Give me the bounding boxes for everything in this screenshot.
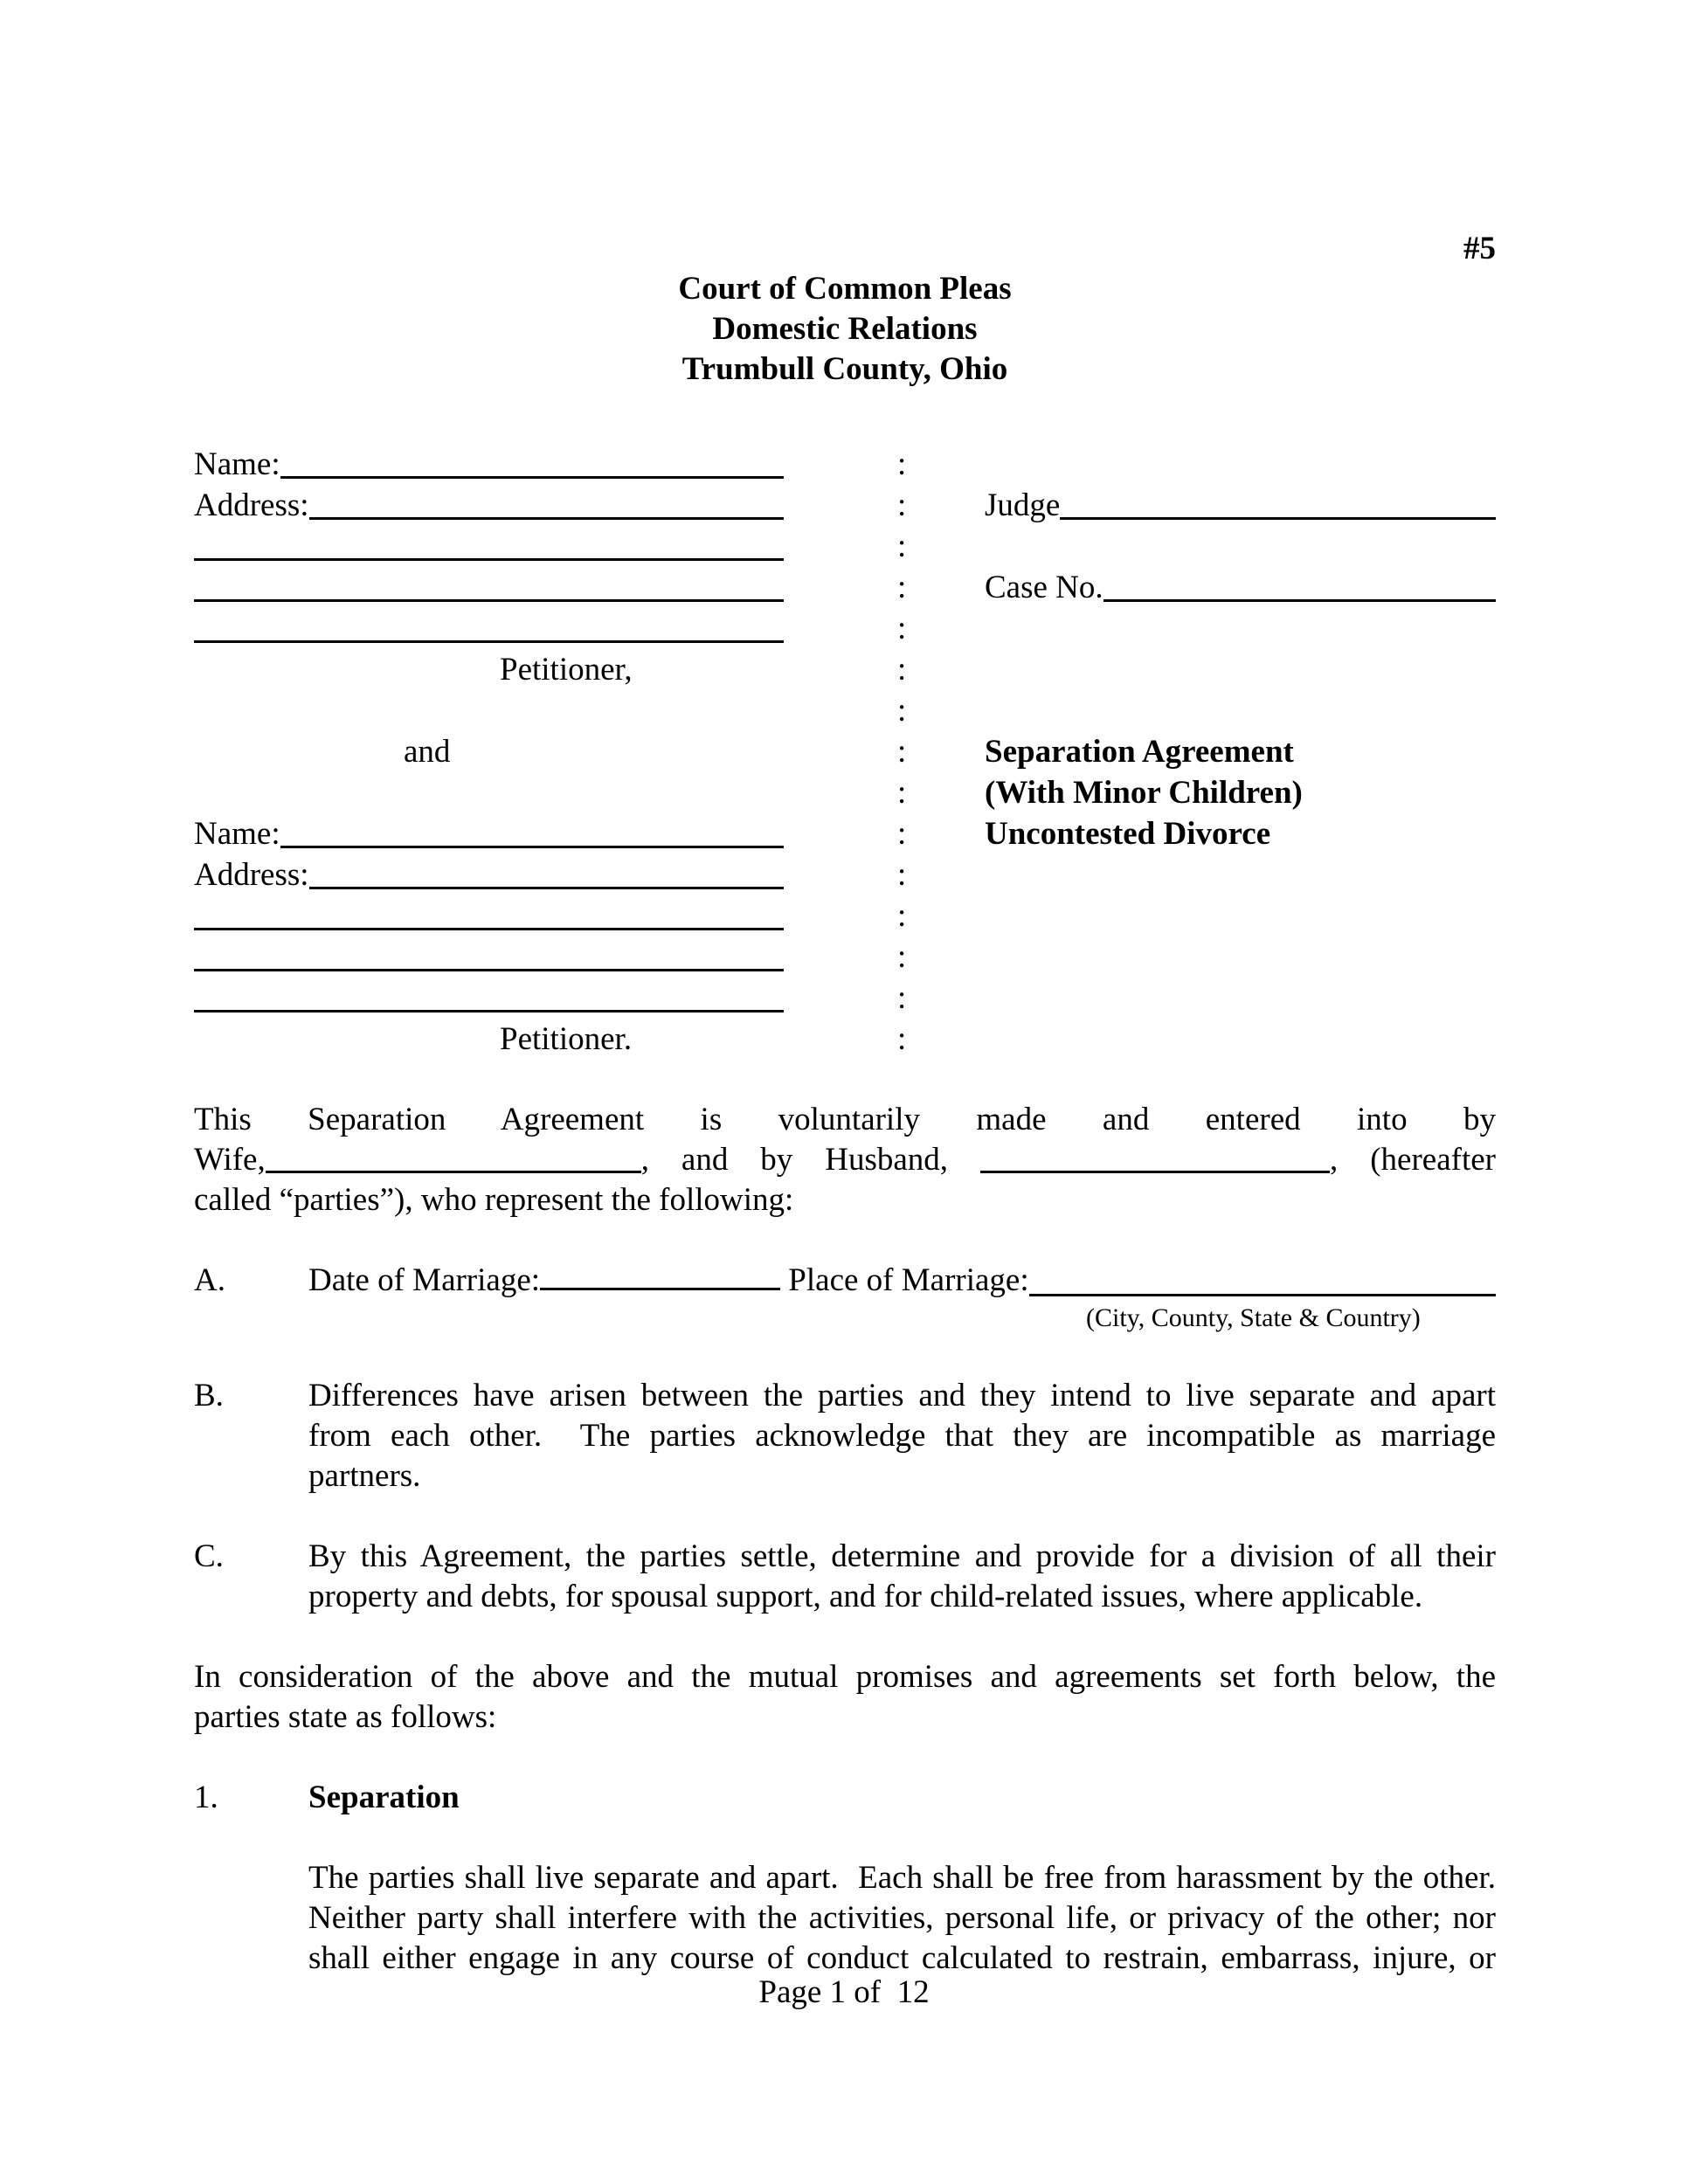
colon-separator: : bbox=[897, 652, 907, 688]
form-number: #5 bbox=[1463, 231, 1496, 266]
colon-separator: : bbox=[897, 611, 907, 646]
case-no-label: Case No. bbox=[985, 570, 1103, 605]
section-1-body-indent bbox=[194, 1858, 308, 1979]
party-cell bbox=[194, 649, 784, 690]
blank-field-line bbox=[194, 558, 784, 561]
text-segment: partners. bbox=[308, 1458, 421, 1494]
caption-colon-cell bbox=[784, 936, 985, 978]
caption-colon-cell bbox=[784, 526, 985, 567]
caption-row bbox=[194, 772, 1496, 813]
case-no-field-line bbox=[1103, 599, 1496, 602]
blank-field-line bbox=[194, 1010, 784, 1013]
caption-row bbox=[194, 649, 1496, 690]
intro-paragraph bbox=[194, 1100, 1496, 1220]
text-line bbox=[194, 1100, 1496, 1140]
judge-label: Judge bbox=[985, 487, 1061, 523]
court-header bbox=[194, 269, 1496, 390]
court-cell bbox=[985, 608, 1496, 649]
colon-separator: : bbox=[897, 734, 907, 770]
address-field-line bbox=[309, 517, 784, 520]
colon-separator: : bbox=[897, 446, 907, 482]
item-a-body bbox=[308, 1261, 1496, 1336]
caption-row bbox=[194, 690, 1496, 731]
caption-row bbox=[194, 731, 1496, 772]
name-label: Name: bbox=[194, 816, 280, 852]
court-name: Court of Common Pleas bbox=[678, 271, 1012, 307]
colon-separator: : bbox=[897, 775, 907, 811]
text-line bbox=[194, 1657, 1496, 1697]
party-cell bbox=[194, 444, 784, 485]
text-segment: This Separation Agreement is voluntarily made and entered into by bbox=[194, 1102, 1496, 1137]
text-segment: , and by Husband, bbox=[640, 1142, 981, 1178]
court-cell bbox=[985, 444, 1496, 485]
court-cell bbox=[985, 813, 1496, 854]
party-cell bbox=[194, 813, 784, 854]
text-line bbox=[308, 1456, 1496, 1496]
court-cell bbox=[985, 772, 1496, 813]
text-line bbox=[308, 1858, 1496, 1898]
court-cell bbox=[985, 526, 1496, 567]
caption-colon-cell bbox=[784, 895, 985, 936]
section-1-paragraph bbox=[308, 1858, 1496, 1979]
item-c-body bbox=[308, 1537, 1496, 1617]
text-segment: called “parties”), who represent the following: bbox=[194, 1182, 794, 1218]
colon-separator: : bbox=[897, 1021, 907, 1057]
text-segment: Differences have arisen between the parties and they intend to live separate and apart bbox=[308, 1378, 1496, 1413]
text-line bbox=[308, 1261, 1496, 1301]
section-1-title: Separation bbox=[308, 1780, 460, 1815]
party-cell bbox=[194, 978, 784, 1019]
party-cell bbox=[194, 526, 784, 567]
case-caption bbox=[194, 444, 1496, 1060]
caption-row bbox=[194, 444, 1496, 485]
text-segment: , (hereafter bbox=[1330, 1142, 1496, 1178]
text-segment: In consideration of the above and the mutual promises and agreements set forth below, the bbox=[194, 1659, 1496, 1695]
colon-separator: : bbox=[897, 570, 907, 605]
judge-field-line bbox=[1060, 517, 1496, 520]
blank-field-line bbox=[1029, 1294, 1496, 1296]
caption-row bbox=[194, 895, 1496, 936]
caption-colon-cell bbox=[784, 854, 985, 895]
court-cell bbox=[985, 690, 1496, 731]
text-segment: from each other. The parties acknowledge that they are incompatible as marriage bbox=[308, 1418, 1496, 1454]
address-label: Address: bbox=[194, 857, 309, 893]
party-cell bbox=[194, 895, 784, 936]
court-cell bbox=[985, 731, 1496, 772]
section-1-heading bbox=[194, 1778, 1496, 1818]
caption-colon-cell bbox=[784, 978, 985, 1019]
text-segment: Place of Marriage: bbox=[780, 1262, 1029, 1298]
caption-row bbox=[194, 485, 1496, 526]
separation-agreement-label: Separation Agreement bbox=[985, 734, 1294, 770]
address-label: Address: bbox=[194, 487, 309, 523]
party-cell bbox=[194, 854, 784, 895]
caption-colon-cell bbox=[784, 608, 985, 649]
item-a-lines bbox=[308, 1261, 1496, 1301]
item-b bbox=[194, 1376, 1496, 1496]
party-cell bbox=[194, 608, 784, 649]
court-cell bbox=[985, 978, 1496, 1019]
text-line bbox=[194, 1697, 1496, 1738]
page-footer: Page 1 of 12 bbox=[758, 1974, 930, 2010]
colon-separator: : bbox=[897, 816, 907, 852]
item-a-label: A. bbox=[194, 1262, 225, 1298]
item-c-label: C. bbox=[194, 1538, 224, 1574]
petitioner-label: Petitioner. bbox=[500, 1021, 633, 1057]
court-county: Trumbull County, Ohio bbox=[681, 351, 1008, 387]
text-segment: property and debts, for spousal support, and for child-related issues, where applicable. bbox=[308, 1579, 1423, 1614]
blank-field-line bbox=[194, 599, 784, 602]
court-cell bbox=[985, 485, 1496, 526]
text-line bbox=[308, 1577, 1496, 1617]
text-segment: By this Agreement, the parties settle, determine and provide for a division of all their bbox=[308, 1538, 1496, 1574]
with-minor-children-label: (With Minor Children) bbox=[985, 775, 1303, 811]
caption-colon-cell bbox=[784, 813, 985, 854]
text-segment: shall either engage in any course of conduct calculated to restrain, embarrass, injure, or bbox=[308, 1940, 1496, 1976]
caption-colon-cell bbox=[784, 772, 985, 813]
text-segment: Neither party shall interfere with the activities, personal life, or privacy of the other; nor bbox=[308, 1900, 1496, 1936]
section-1-body bbox=[194, 1858, 1496, 1979]
item-c bbox=[194, 1537, 1496, 1617]
caption-row bbox=[194, 1019, 1496, 1060]
caption-row bbox=[194, 608, 1496, 649]
court-cell bbox=[985, 854, 1496, 895]
colon-separator: : bbox=[897, 980, 907, 1016]
blank-field-line bbox=[194, 640, 784, 643]
text-segment: parties state as follows: bbox=[194, 1699, 497, 1735]
caption-row bbox=[194, 526, 1496, 567]
colon-separator: : bbox=[897, 857, 907, 893]
petitioner-label: Petitioner, bbox=[500, 652, 633, 688]
colon-separator: : bbox=[897, 487, 907, 523]
party-cell bbox=[194, 731, 784, 772]
court-cell bbox=[985, 567, 1496, 608]
caption-row bbox=[194, 567, 1496, 608]
blank-field-line bbox=[194, 928, 784, 930]
party-cell bbox=[194, 485, 784, 526]
and-label: and bbox=[404, 734, 451, 770]
court-cell bbox=[985, 649, 1496, 690]
caption-row bbox=[194, 813, 1496, 854]
caption-colon-cell bbox=[784, 690, 985, 731]
caption-row bbox=[194, 936, 1496, 978]
text-line bbox=[308, 1416, 1496, 1456]
caption-colon-cell bbox=[784, 731, 985, 772]
court-cell bbox=[985, 936, 1496, 978]
blank-field-line bbox=[194, 969, 784, 971]
text-line bbox=[194, 1140, 1496, 1180]
caption-row bbox=[194, 854, 1496, 895]
blank-field-line bbox=[980, 1162, 1330, 1173]
court-cell bbox=[985, 895, 1496, 936]
court-division: Domestic Relations bbox=[712, 311, 978, 347]
consideration-paragraph bbox=[194, 1657, 1496, 1738]
page-content bbox=[194, 0, 1496, 1979]
item-b-body bbox=[308, 1376, 1496, 1496]
party-cell bbox=[194, 936, 784, 978]
item-a bbox=[194, 1261, 1496, 1336]
party-cell bbox=[194, 772, 784, 813]
colon-separator: : bbox=[897, 898, 907, 934]
caption-colon-cell bbox=[784, 485, 985, 526]
address-field-line bbox=[309, 887, 784, 889]
court-cell bbox=[985, 1019, 1496, 1060]
text-segment: Wife, bbox=[194, 1142, 266, 1178]
text-line bbox=[308, 1898, 1496, 1939]
caption-colon-cell bbox=[784, 567, 985, 608]
caption-colon-cell bbox=[784, 649, 985, 690]
name-label: Name: bbox=[194, 446, 280, 482]
uncontested-divorce-label: Uncontested Divorce bbox=[985, 816, 1271, 852]
text-line bbox=[308, 1537, 1496, 1577]
party-cell bbox=[194, 567, 784, 608]
caption-colon-cell bbox=[784, 444, 985, 485]
place-of-marriage-note: (City, County, State & Country) bbox=[1086, 1303, 1421, 1332]
caption-colon-cell bbox=[784, 1019, 985, 1060]
party-cell bbox=[194, 1019, 784, 1060]
name-field-line bbox=[280, 846, 784, 848]
text-line bbox=[194, 1180, 1496, 1220]
party-cell bbox=[194, 690, 784, 731]
caption-row bbox=[194, 978, 1496, 1019]
section-1-number: 1. bbox=[194, 1780, 218, 1815]
name-field-line bbox=[280, 476, 784, 479]
text-segment: Date of Marriage: bbox=[308, 1262, 541, 1298]
colon-separator: : bbox=[897, 939, 907, 975]
item-b-label: B. bbox=[194, 1378, 224, 1413]
blank-field-line bbox=[266, 1162, 641, 1173]
text-line bbox=[308, 1376, 1496, 1416]
blank-field-line bbox=[540, 1279, 780, 1290]
text-segment: The parties shall live separate and apart. Each shall be free from harassment by the other. bbox=[308, 1860, 1496, 1896]
colon-separator: : bbox=[897, 529, 907, 564]
colon-separator: : bbox=[897, 693, 907, 729]
